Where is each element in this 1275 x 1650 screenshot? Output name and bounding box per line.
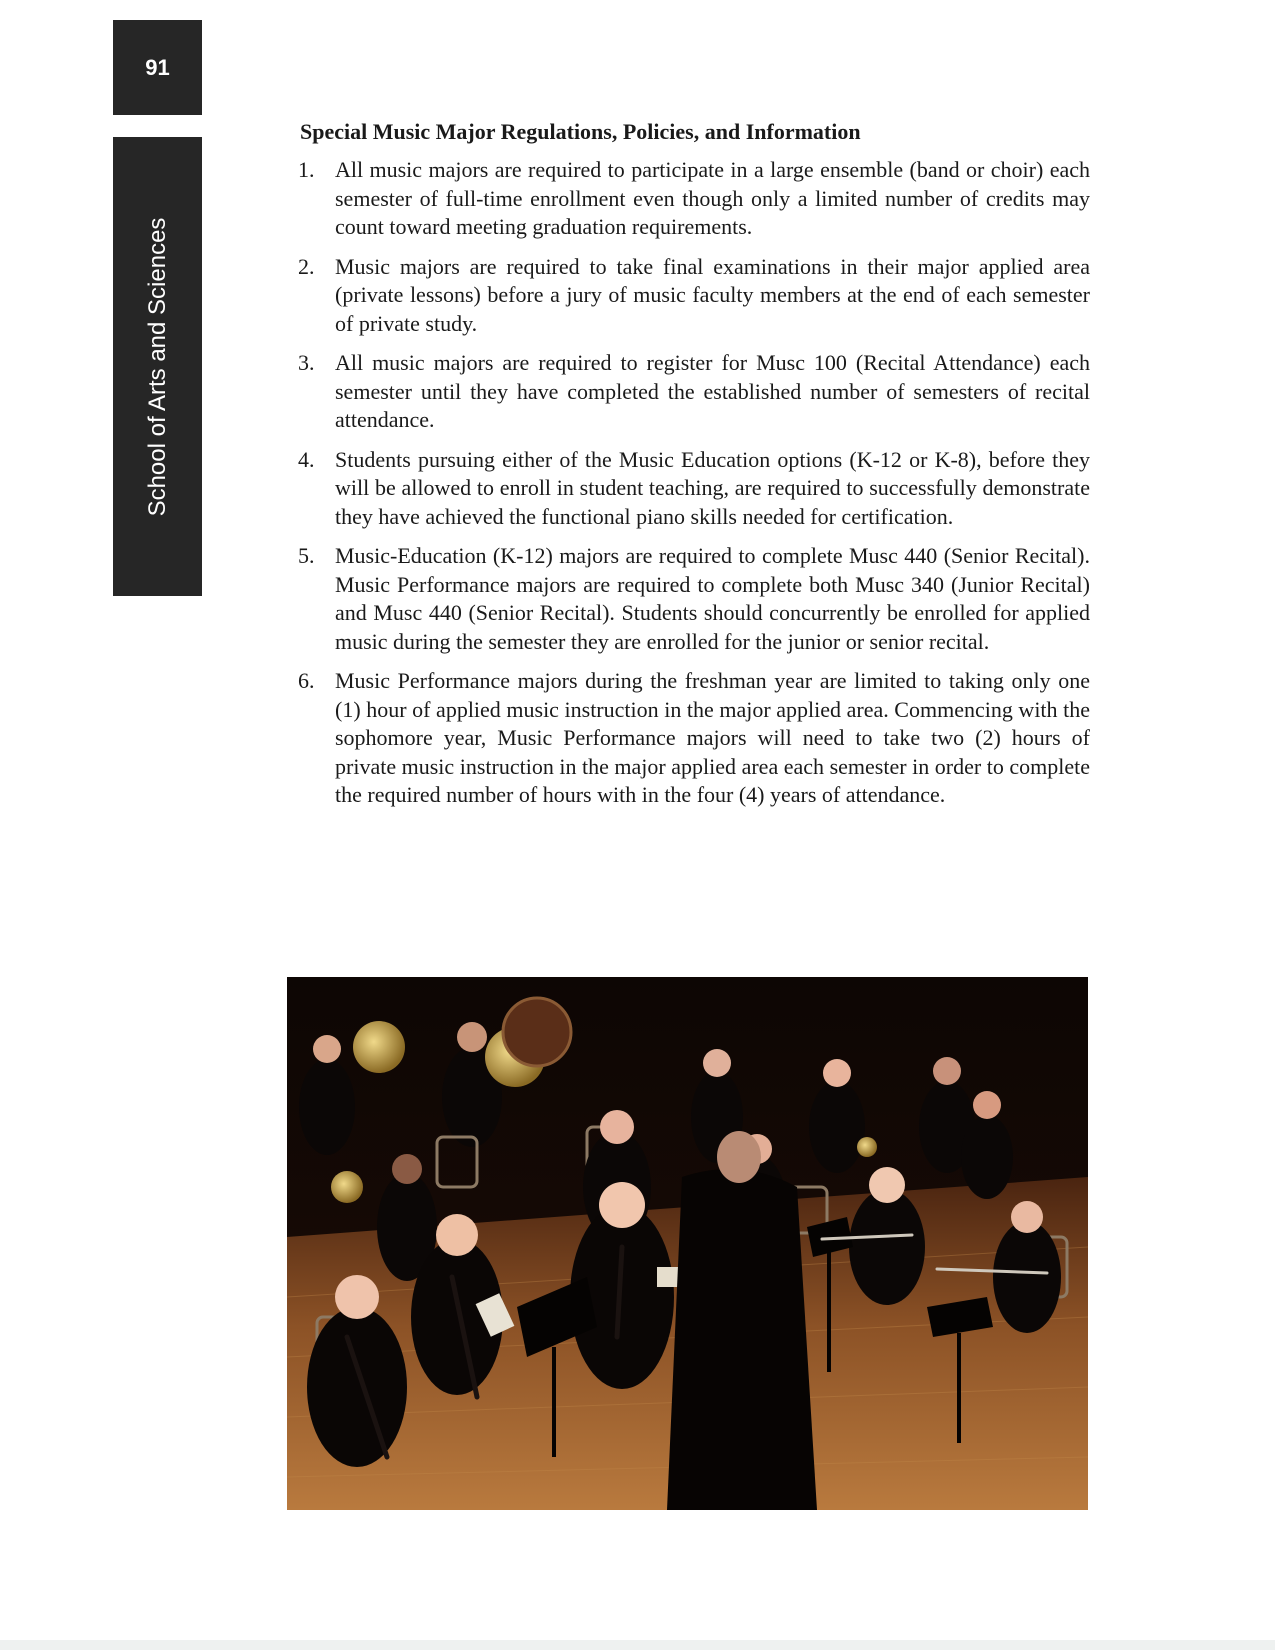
rule-item-6 [298,667,1090,810]
main-content [298,118,1090,821]
rule-number: 4. [298,446,315,472]
rule-number: 5. [298,543,315,568]
rule-number: 2. [298,253,315,279]
rule-item-2 [298,253,1090,339]
rules-list [298,156,1090,810]
timpani [503,998,571,1066]
rule-item-5 [298,542,1090,656]
rule-text: Music-Education (K-12) majors are required to complete Musc 440 (Senior Recital). Music Performance majors are required to complete both Musc 340 (Junior Recital) and Musc 440 (Senior Recital). Students should concurrently be enrolled for applied music during the semester they are enrolled for the junior or senior recital. [335,543,1090,654]
band-concert-photo [287,977,1088,1510]
bottom-edge [0,1640,1275,1650]
section-tab-label: School of Arts and Sciences [143,217,171,516]
page-number-tab [113,20,202,115]
rule-text: All music majors are required to participate in a large ensemble (band or choir) each semester of full-time enrollment even though only a limited number of credits may count toward meeting graduation requirements. [335,157,1090,239]
trombone-bell [857,1137,877,1157]
conductor-figure [667,1131,817,1510]
tuba-bell [353,1021,405,1073]
section-heading: Special Music Major Regulations, Policies, and Information [300,119,861,144]
rule-text: Music majors are required to take final examinations in their major applied area (private lessons) before a jury of music faculty members at the end of each semester of private study. [335,253,1090,336]
rule-text: Music Performance majors during the freshman year are limited to taking only one (1) hour of applied music instruction in the major applied area. Commencing with the sophomore year, Music Performance majors will need to take two (2) hours of private music instruction in the major applied area each semester in order to complete the required number of hours with in the four (4) years of attendance. [335,668,1090,807]
rule-item-3 [298,349,1090,435]
baritone-bell [331,1171,363,1203]
rule-item-4 [298,446,1090,532]
rule-item-1 [298,156,1090,242]
rule-number: 3. [298,350,315,375]
rule-text: All music majors are required to register for Musc 100 (Recital Attendance) each semester until they have completed the established number of semesters of recital attendance. [335,350,1090,432]
rule-number: 1. [298,157,315,182]
rule-number: 6. [298,668,315,693]
page-number: 91 [145,54,170,80]
rule-text: Students pursuing either of the Music Education options (K-12 or K-8), before they will be allowed to enroll in student teaching, are required to successfully demonstrate they have achieved the functional piano skills needed for certification. [335,446,1090,529]
band-concert-illustration [287,977,1088,1510]
section-tab [113,137,202,596]
